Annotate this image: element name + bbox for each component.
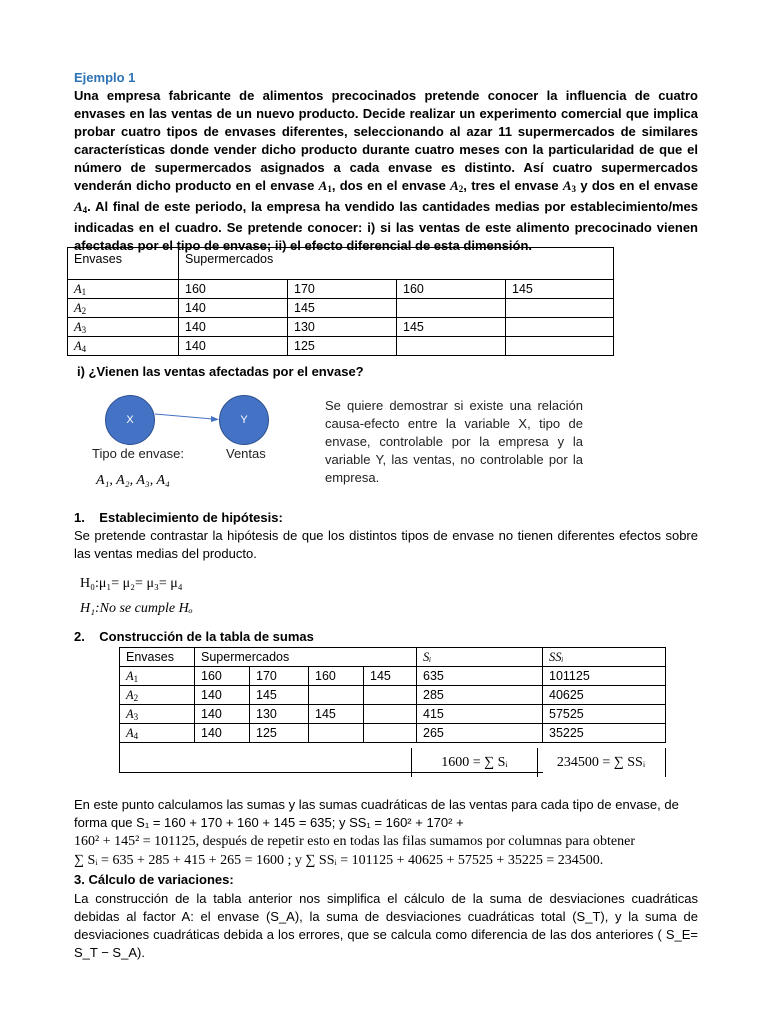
ventas-label: Ventas [226,446,266,461]
cell: 170 [250,667,309,686]
data-table [67,247,614,356]
hypothesis-h1: H₁:No se cumple Hₒ [80,601,193,616]
cell [506,337,614,356]
intro-paragraph: Una empresa fabricante de alimentos precocinados pretende conocer la influencia de cuatro envases en las ventas de un nuevo producto. Decide realizar un experimento comercial que implica probar cuatro tipos de envases diferentes, seleccionando al azar 11 supermercados de similares características donde vender dicho producto durante cuatro meses con la particularidad de que el número de supermercados asignados a cada envase es distinto. Así cuatro supermercados venderán dicho producto en el envase $A_1$, dos en el envase $A_2$, tres el envase $A_3$ y dos en el envase $A_4$. Al final de este periodo, la empresa ha vendido las cantidades medias por establecimiento/mes indicadas en el cuadro. Se pretende conocer: i) si las ventas de este alimento precocinado vienen afectadas por el tipo de envase; ii) el efecto diferencial de esta dimensión. [74,88,698,253]
total-si: 1600 = ∑ Sᵢ [411,748,538,777]
cell: 140 [179,337,288,356]
cell-ssi: 57525 [543,705,666,724]
section1-title: 1. Establecimiento de hipótesis: [74,510,283,525]
table-row [68,318,614,337]
cell: 160 [195,667,250,686]
cell: 140 [179,299,288,318]
cell-ssi: 40625 [543,686,666,705]
cell [309,686,364,705]
cell: 145 [364,667,417,686]
circle-x: X [105,395,155,445]
row-label: $A_3$ [120,705,195,724]
cell: 140 [195,724,250,743]
row-label: $A_1$ [68,280,179,299]
row-label: $A_2$ [68,299,179,318]
table-row [68,337,614,356]
cell: 145 [309,705,364,724]
cell [397,337,506,356]
cell [364,705,417,724]
cell: 145 [288,299,397,318]
cell: 125 [288,337,397,356]
table-row [68,280,614,299]
cell-si: 635 [417,667,543,686]
row-label: $A_4$ [120,724,195,743]
arrow-icon [153,410,221,424]
total-ssi: 234500 = ∑ SSᵢ [537,748,666,777]
cell-si: 285 [417,686,543,705]
table-row [120,724,666,743]
cell-si: 265 [417,724,543,743]
header-envases: Envases [120,648,195,667]
cell: 125 [250,724,309,743]
cell: 140 [195,705,250,724]
cell: 145 [250,686,309,705]
cell-ssi: 101125 [543,667,666,686]
cell: 130 [250,705,309,724]
row-label: $A_1$ [120,667,195,686]
cell-si: 415 [417,705,543,724]
cell [364,724,417,743]
cell: 160 [179,280,288,299]
cell: 130 [288,318,397,337]
header-supermercados: Supermercados [179,248,614,280]
section2-title: 2. Construcción de la tabla de sumas [74,629,314,644]
row-label: $A_3$ [68,318,179,337]
section3-title: 3. Cálculo de variaciones: [74,872,234,887]
explain-line-2: forma que S₁ = 160 + 170 + 160 + 145 = 635; y SS₁ = 160² + 170² + [74,815,464,830]
cell: 160 [397,280,506,299]
diagram-description: Se quiere demostrar si existe una relación causa-efecto entre la variable X, tipo de envase, controlable por la empresa y la variable Y, las ventas, no controlable por la empresa. [325,398,583,485]
header-envases: Envases [68,248,179,280]
hypothesis-h0: H₀:μ₁= μ₂= μ₃= μ₄ [80,576,183,591]
table-row [120,705,666,724]
explain-line-3: 160² + 145² = 101125, después de repetir esto en todas las filas sumamos por columnas para obtener [74,834,635,849]
header-ssi: SSᵢ [543,648,666,667]
cell-ssi: 35225 [543,724,666,743]
cell [506,299,614,318]
header-si: Sᵢ [417,648,543,667]
cell: 145 [397,318,506,337]
section3-text: La construcción de la tabla anterior nos simplifica el cálculo de la suma de desviaciones cuadráticas debidas al factor A: el envase (S_A), la suma de desviaciones cuadráticas total (S_T), y la suma de desviaciones cuadráticas debida a los errores, que se calcula como diferencia de las dos anteriores ( S_E= S_T − S_A). [74,891,698,960]
tipo-envase-label: Tipo de envase: [92,446,185,461]
cell [309,724,364,743]
section1-text: Se pretende contrastar la hipótesis de que los distintos tipos de envase no tienen diferentes efectos sobre las ventas medias del producto. [74,528,698,561]
cell: 140 [179,318,288,337]
cell: 145 [506,280,614,299]
table-row [68,299,614,318]
cell [506,318,614,337]
row-label: $A_2$ [120,686,195,705]
cell: 160 [309,667,364,686]
circle-y: Y [219,395,269,445]
envases-list: A₁, A₂, A₃, A₄ [96,473,170,488]
header-supermercados: Supermercados [195,648,417,667]
cell [397,299,506,318]
table-row [120,667,666,686]
example-title: Ejemplo 1 [74,70,136,85]
cell: 140 [195,686,250,705]
cell: 170 [288,280,397,299]
row-label: $A_4$ [68,337,179,356]
question-i: i) ¿Vienen las ventas afectadas por el envase? [77,364,364,379]
explain-line-4: ∑ Sᵢ = 635 + 285 + 415 + 265 = 1600 ; y ∑ SSᵢ = 101125 + 40625 + 57525 + 35225 = 234500. [74,853,604,868]
explain-line-1: En este punto calculamos las sumas y las sumas cuadráticas de las ventas para cada tipo de envase, de [74,797,679,812]
table-row [120,686,666,705]
cell [364,686,417,705]
